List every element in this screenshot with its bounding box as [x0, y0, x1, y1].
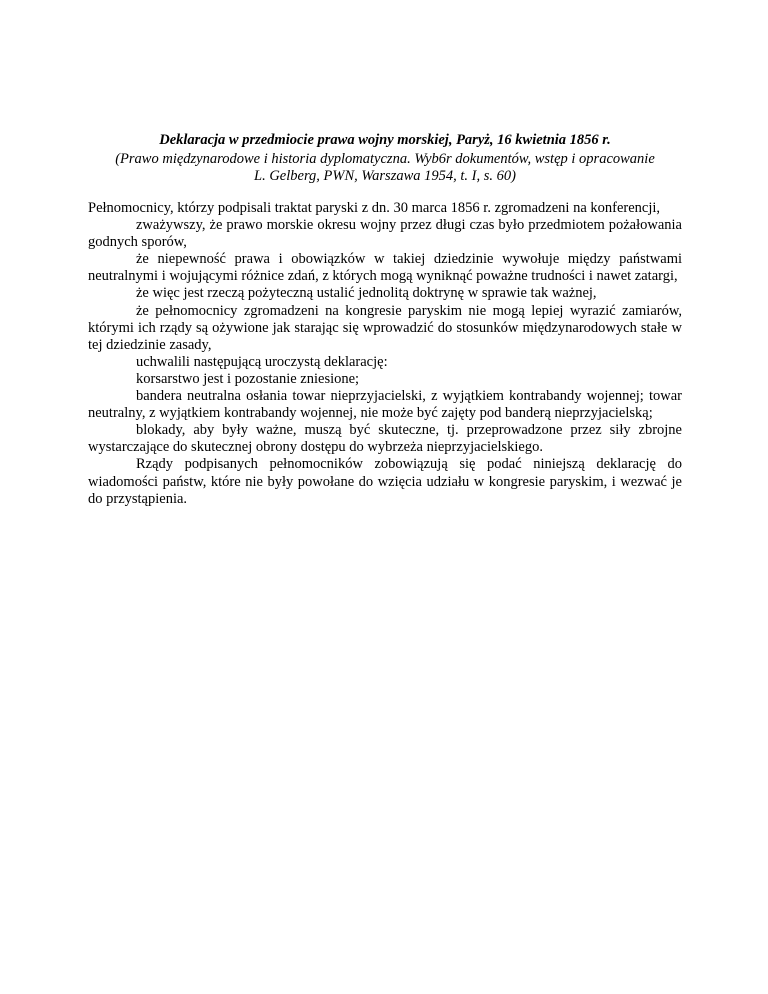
- paragraph-privateering: korsarstwo jest i pozostanie zniesione;: [136, 370, 360, 387]
- paragraph-plenipotentiaries: że pełnomocnicy zgromadzeni na kongresie paryskim nie mogą lepiej wyrazić zamiarów, którymi ich rządy są ożywione jak starając się wprowadzić do stosunków międzynarodowych stałe w tej dziedzinie zasady,: [88, 302, 682, 353]
- document-page: [88, 132, 682, 508]
- paragraph-uniform-doctrine: że więc jest rzeczą pożyteczną ustalić jednolitą doktrynę w sprawie tak ważnej,: [136, 285, 597, 302]
- source-line-2: L. Gelberg, PWN, Warszawa 1954, t. I, s. 60): [254, 168, 516, 184]
- document-source-citation: [88, 151, 682, 185]
- source-line-1: (Prawo międzynarodowe i historia dyplomatyczna. Wyb6r dokumentów, wstęp i opracowanie: [115, 151, 655, 167]
- paragraph-uncertainty: że niepewność prawa i obowiązków w takiej dziedzinie wywołuje między państwami neutralnymi i wojującymi różnice zdań, z których mogą wyniknąć poważne trudności i nawet zatargi,: [88, 251, 682, 285]
- document-title: Deklaracja w przedmiocie prawa wojny morskiej, Paryż, 16 kwietnia 1856 r.: [159, 132, 611, 148]
- paragraph-blockades: blokady, aby były ważne, muszą być skuteczne, tj. przeprowadzone przez siły zbrojne wystarczające do skutecznej obrony dostępu do wybrzeża nieprzyjacielskiego.: [88, 422, 682, 456]
- paragraph-adopted-declaration: uchwalili następującą uroczystą deklarację:: [136, 353, 388, 370]
- paragraph-whereas-maritime-law: zważywszy, że prawo morskie okresu wojny przez długi czas było przedmiotem pożałowania godnych sporów,: [88, 217, 682, 251]
- paragraph-governments-undertake: Rządy podpisanych pełnomocników zobowiązują się podać niniejszą deklarację do wiadomości państw, które nie były powołane do wzięcia udziału w kongresie paryskim, i wezwać je do przystąpienia.: [88, 456, 682, 507]
- paragraph-neutral-flag: bandera neutralna osłania towar nieprzyjacielski, z wyjątkiem kontrabandy wojennej; towar neutralny, z wyjątkiem kontrabandy wojennej, nie może być zajęty pod banderą nieprzyjacielską;: [88, 388, 682, 422]
- paragraph-preamble: Pełnomocnicy, którzy podpisali traktat paryski z dn. 30 marca 1856 r. zgromadzeni na konferencji,: [88, 200, 661, 216]
- document-body: [88, 200, 682, 508]
